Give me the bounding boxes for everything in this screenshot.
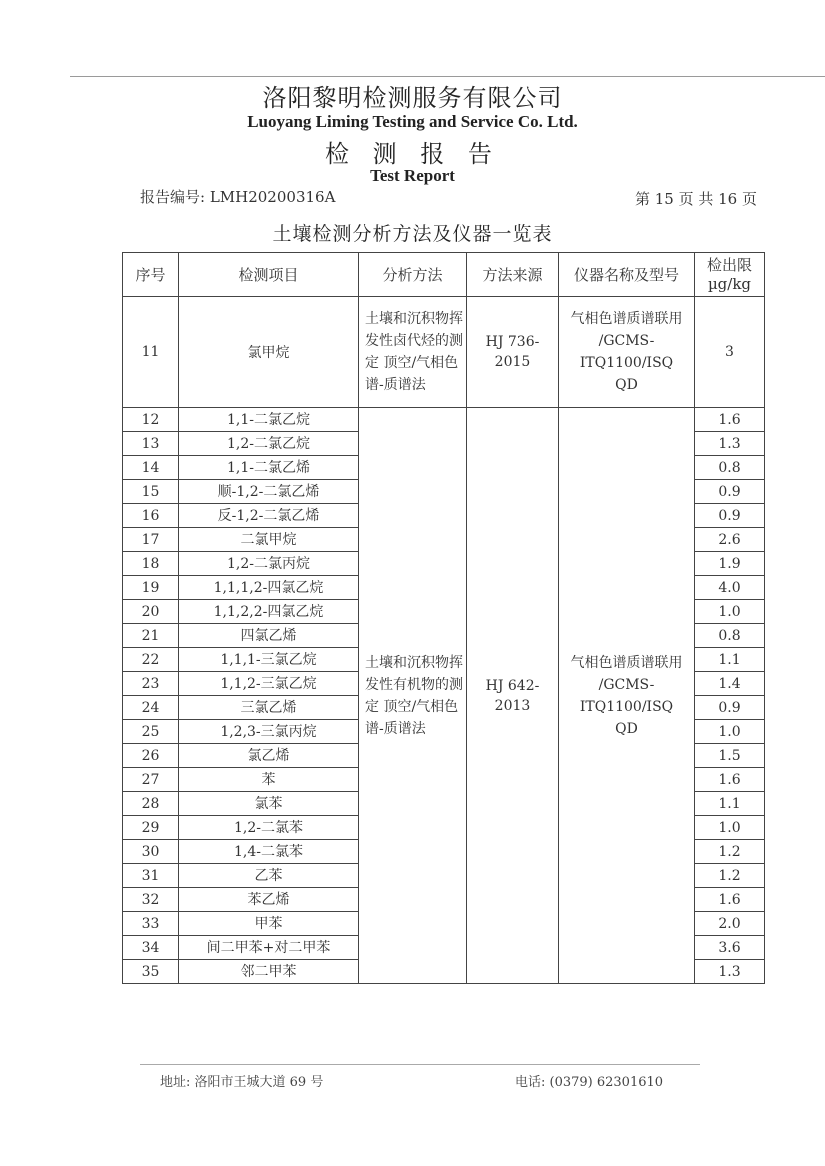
limit-cell: 3 xyxy=(695,297,765,408)
source-cell: HJ 642-2013 xyxy=(467,408,559,984)
source-cell: HJ 736-2015 xyxy=(467,297,559,408)
report-title-cn: 检 测 报 告 xyxy=(325,140,500,168)
seq-cell: 20 xyxy=(123,600,179,624)
seq-cell: 11 xyxy=(123,297,179,408)
item-cell: 邻二甲苯 xyxy=(179,960,359,984)
item-cell: 1,1,2-三氯乙烷 xyxy=(179,672,359,696)
company-name-cn: 洛阳黎明检测服务有限公司 xyxy=(262,84,563,112)
seq-cell: 21 xyxy=(123,624,179,648)
limit-cell: 0.9 xyxy=(695,480,765,504)
seq-cell: 23 xyxy=(123,672,179,696)
item-cell: 1,1,1,2-四氯乙烷 xyxy=(179,576,359,600)
limit-cell: 0.9 xyxy=(695,504,765,528)
item-cell: 1,1-二氯乙烯 xyxy=(179,456,359,480)
limit-cell: 1.9 xyxy=(695,552,765,576)
method-cell: 土壤和沉积物挥发性卤代烃的测定 顶空/气相色谱-质谱法 xyxy=(359,297,467,408)
limit-cell: 1.3 xyxy=(695,960,765,984)
seq-cell: 19 xyxy=(123,576,179,600)
item-cell: 1,2-二氯乙烷 xyxy=(179,432,359,456)
item-cell: 苯乙烯 xyxy=(179,888,359,912)
limit-cell: 2.0 xyxy=(695,912,765,936)
seq-cell: 33 xyxy=(123,912,179,936)
method-cell: 土壤和沉积物挥发性有机物的测定 顶空/气相色谱-质谱法 xyxy=(359,408,467,984)
item-cell: 甲苯 xyxy=(179,912,359,936)
item-cell: 氯苯 xyxy=(179,792,359,816)
limit-cell: 4.0 xyxy=(695,576,765,600)
seq-cell: 35 xyxy=(123,960,179,984)
header-instrument: 仪器名称及型号 xyxy=(559,253,695,297)
item-cell: 1,1,1-三氯乙烷 xyxy=(179,648,359,672)
seq-cell: 13 xyxy=(123,432,179,456)
instrument-cell: 气相色谱质谱联用 /GCMS-ITQ1100/ISQ QD xyxy=(559,297,695,408)
limit-cell: 1.1 xyxy=(695,648,765,672)
limit-cell: 1.6 xyxy=(695,408,765,432)
page-info: 第 15 页 共 16 页 xyxy=(634,190,757,208)
item-cell: 四氯乙烯 xyxy=(179,624,359,648)
seq-cell: 34 xyxy=(123,936,179,960)
item-cell: 氯乙烯 xyxy=(179,744,359,768)
limit-cell: 1.6 xyxy=(695,888,765,912)
item-cell: 1,2,3-三氯丙烷 xyxy=(179,720,359,744)
item-cell: 1,4-二氯苯 xyxy=(179,840,359,864)
footer-rule xyxy=(140,1064,700,1065)
limit-cell: 1.1 xyxy=(695,792,765,816)
header-item: 检测项目 xyxy=(179,253,359,297)
footer-address: 地址: 洛阳市王城大道 69 号 xyxy=(160,1075,324,1090)
header-limit xyxy=(695,253,765,297)
seq-cell: 32 xyxy=(123,888,179,912)
seq-cell: 15 xyxy=(123,480,179,504)
limit-cell: 0.8 xyxy=(695,456,765,480)
seq-cell: 22 xyxy=(123,648,179,672)
header-method: 分析方法 xyxy=(359,253,467,297)
limit-cell: 1.0 xyxy=(695,600,765,624)
seq-cell: 25 xyxy=(123,720,179,744)
seq-cell: 30 xyxy=(123,840,179,864)
limit-cell: 0.8 xyxy=(695,624,765,648)
seq-cell: 28 xyxy=(123,792,179,816)
seq-cell: 14 xyxy=(123,456,179,480)
item-cell: 苯 xyxy=(179,768,359,792)
report-title-en: Test Report xyxy=(370,166,455,185)
item-cell: 1,2-二氯丙烷 xyxy=(179,552,359,576)
header-limit-label: 检出限 xyxy=(706,255,752,274)
header-rule xyxy=(70,76,825,77)
table-row xyxy=(123,408,765,432)
item-cell: 1,1,2,2-四氯乙烷 xyxy=(179,600,359,624)
item-cell: 三氯乙烯 xyxy=(179,696,359,720)
item-cell: 乙苯 xyxy=(179,864,359,888)
company-name-en: Luoyang Liming Testing and Service Co. Ltd. xyxy=(247,112,578,131)
limit-cell: 1.2 xyxy=(695,864,765,888)
table-title: 土壤检测分析方法及仪器一览表 xyxy=(272,223,553,245)
limit-cell: 1.0 xyxy=(695,816,765,840)
footer-phone: 电话: (0379) 62301610 xyxy=(515,1075,664,1090)
item-cell: 1,2-二氯苯 xyxy=(179,816,359,840)
header-source: 方法来源 xyxy=(467,253,559,297)
seq-cell: 17 xyxy=(123,528,179,552)
table-row xyxy=(123,297,765,408)
seq-cell: 31 xyxy=(123,864,179,888)
seq-cell: 16 xyxy=(123,504,179,528)
limit-cell: 1.6 xyxy=(695,768,765,792)
seq-cell: 18 xyxy=(123,552,179,576)
seq-cell: 24 xyxy=(123,696,179,720)
seq-cell: 27 xyxy=(123,768,179,792)
item-cell: 间二甲苯+对二甲苯 xyxy=(179,936,359,960)
item-cell: 1,1-二氯乙烷 xyxy=(179,408,359,432)
limit-cell: 2.6 xyxy=(695,528,765,552)
report-number: 报告编号: LMH20200316A xyxy=(140,188,336,206)
header-limit-unit: µg/kg xyxy=(707,274,752,293)
limit-cell: 1.2 xyxy=(695,840,765,864)
item-cell: 二氯甲烷 xyxy=(179,528,359,552)
item-cell: 顺-1,2-二氯乙烯 xyxy=(179,480,359,504)
limit-cell: 1.0 xyxy=(695,720,765,744)
limit-cell: 1.4 xyxy=(695,672,765,696)
limit-cell: 0.9 xyxy=(695,696,765,720)
seq-cell: 12 xyxy=(123,408,179,432)
header-seq: 序号 xyxy=(123,253,179,297)
seq-cell: 29 xyxy=(123,816,179,840)
limit-cell: 3.6 xyxy=(695,936,765,960)
item-cell: 反-1,2-二氯乙烯 xyxy=(179,504,359,528)
seq-cell: 26 xyxy=(123,744,179,768)
limit-cell: 1.5 xyxy=(695,744,765,768)
limit-cell: 1.3 xyxy=(695,432,765,456)
item-cell: 氯甲烷 xyxy=(179,297,359,408)
instrument-cell: 气相色谱质谱联用 /GCMS-ITQ1100/ISQ QD xyxy=(559,408,695,984)
methods-table xyxy=(122,252,765,984)
table-header-row xyxy=(123,253,765,297)
